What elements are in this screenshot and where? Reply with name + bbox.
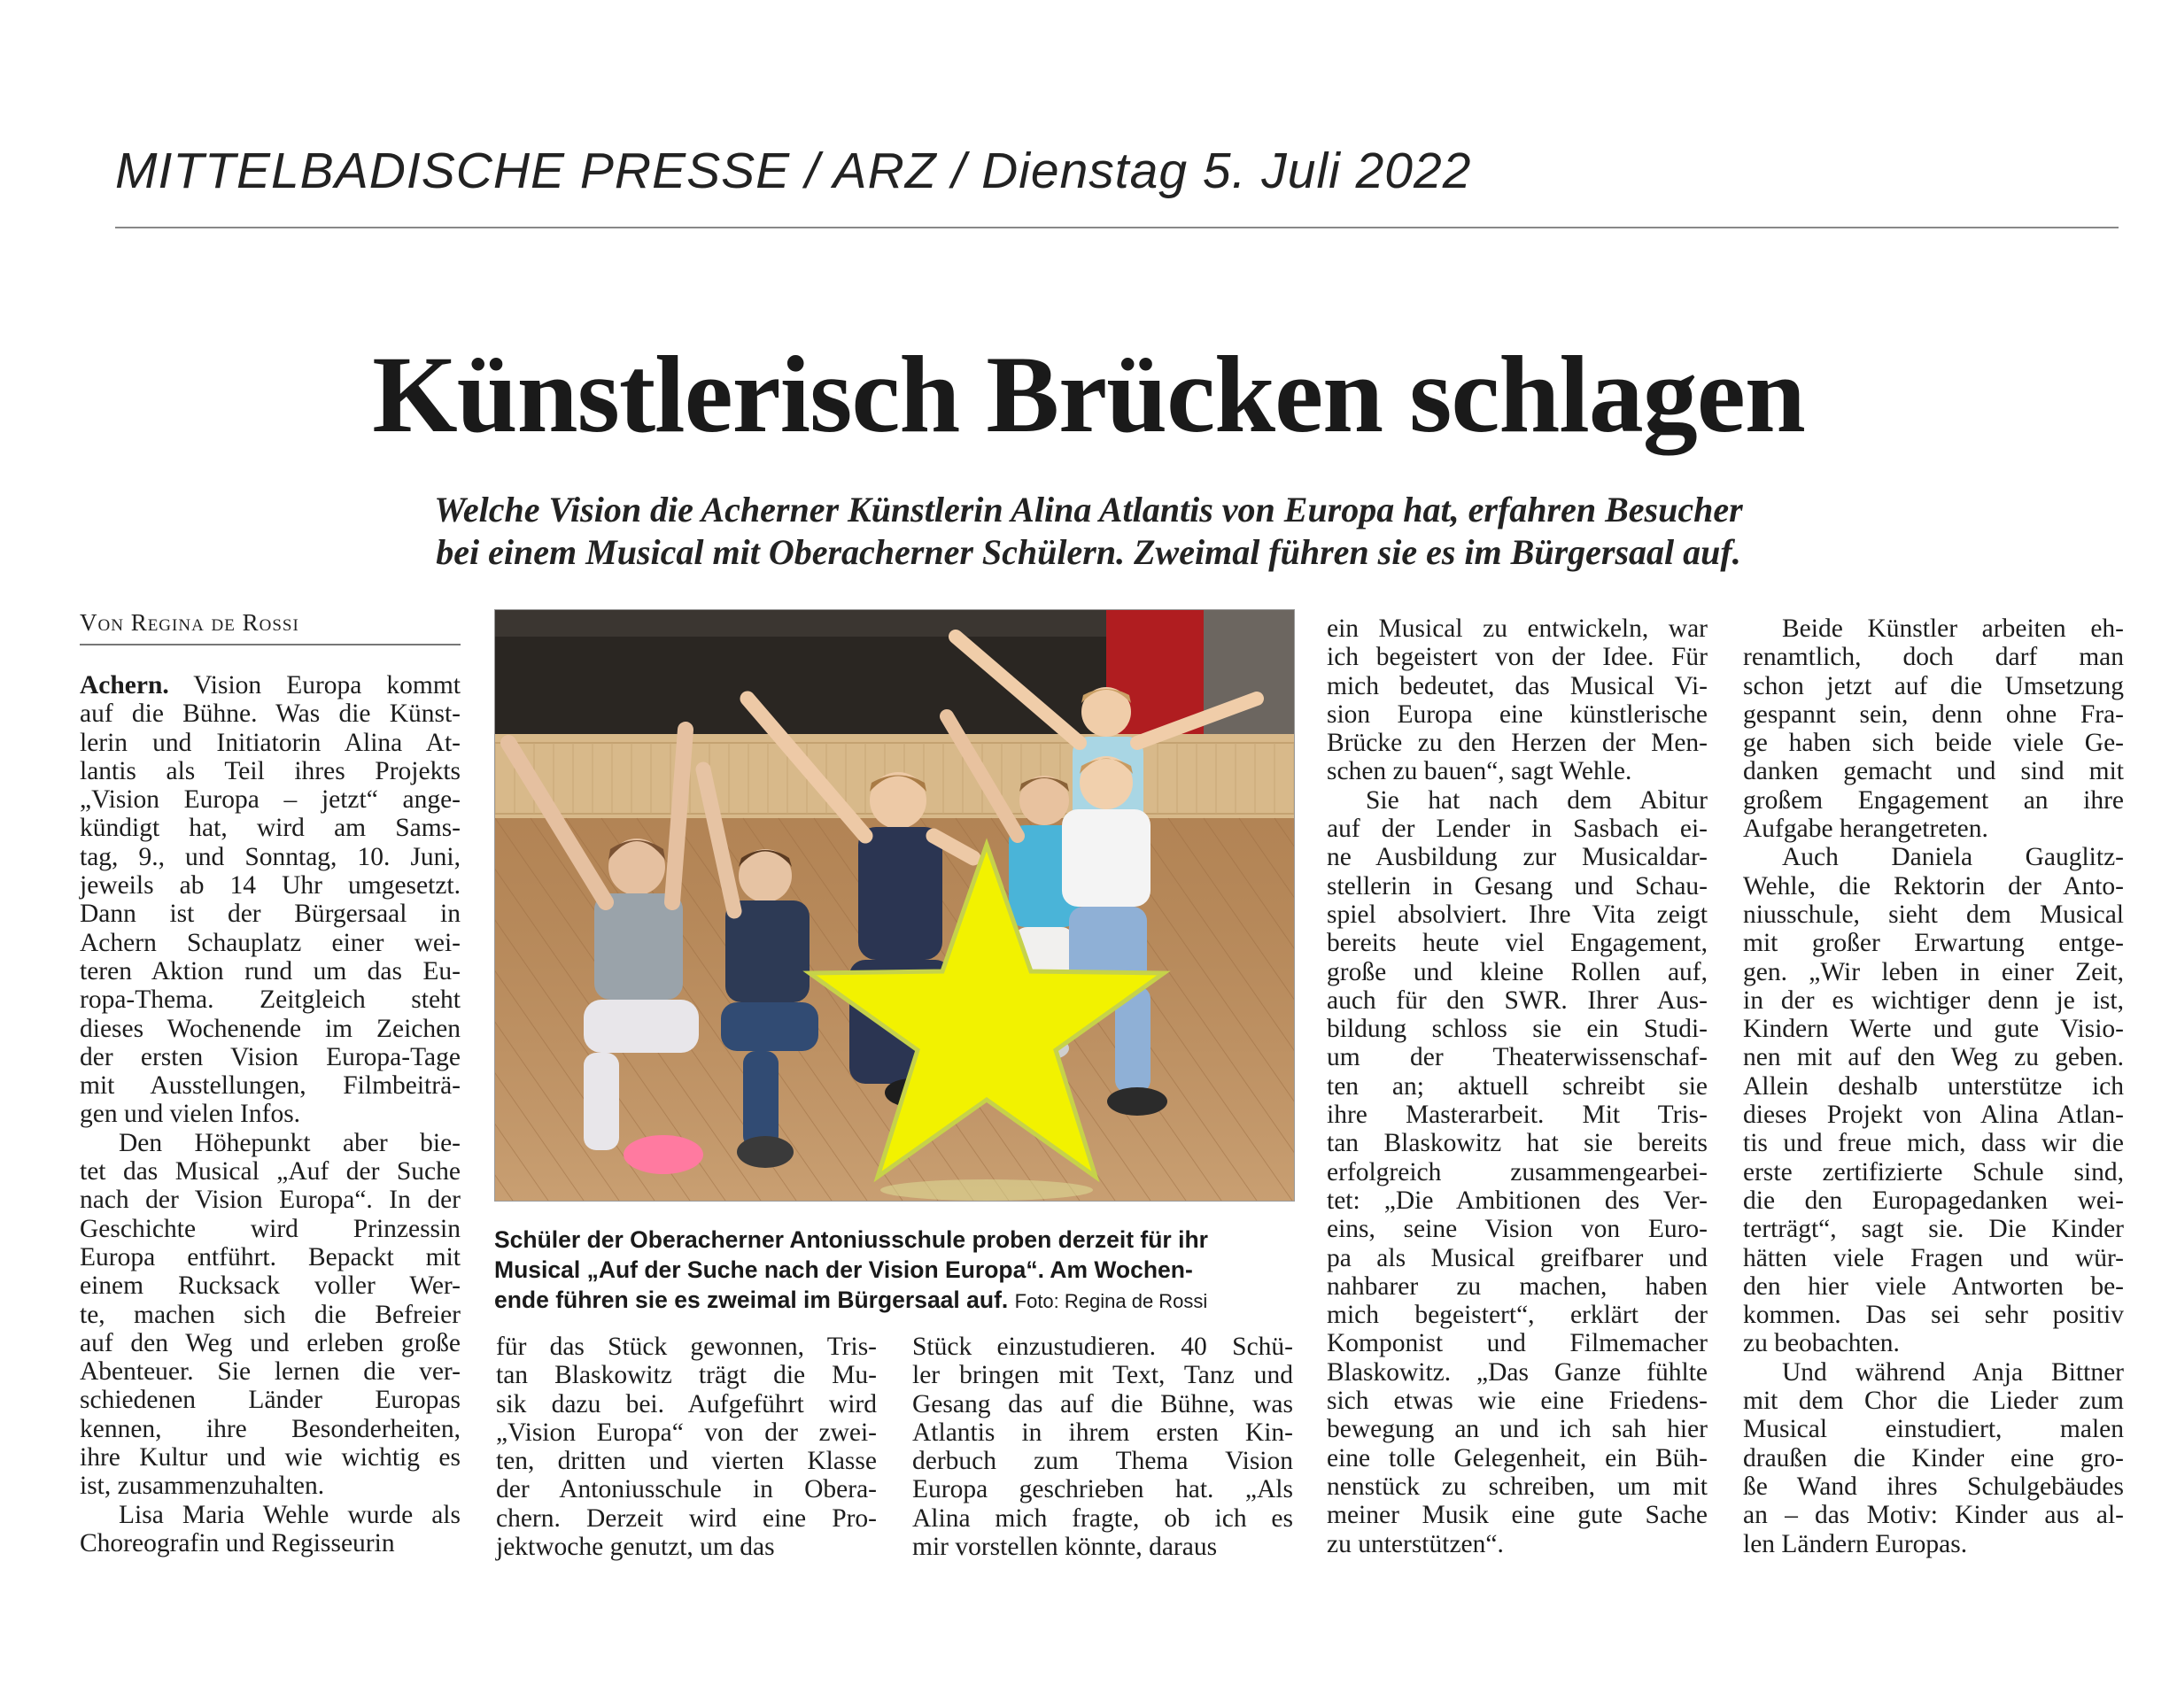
text-line: lantis als Teil ihres Projekts	[80, 756, 461, 785]
text-line: Den Höhepunkt aber bie-	[119, 1128, 461, 1157]
text-line: Wehle, die Rektorin der Anto-	[1743, 871, 2124, 900]
byline-rule	[80, 644, 461, 645]
text-line: lerin und Initiatorin Alina At-	[80, 728, 461, 757]
text-line: zu unterstützen“.	[1327, 1529, 1504, 1558]
text-line: mit dem Chor die Lieder zum	[1743, 1387, 2124, 1416]
text-line: ich begeistert von der Idee. Für	[1327, 643, 1708, 672]
text-line: tag, 9., und Sonntag, 10. Juni,	[80, 842, 461, 871]
text-line: jeweils ab 14 Uhr umgesetzt.	[80, 871, 461, 900]
text-line: nenstück zu schreiben, um mit	[1327, 1472, 1708, 1501]
text-line: len Ländern Europas.	[1743, 1529, 1968, 1558]
text-line: niusschule, sieht dem Musical	[1743, 900, 2124, 929]
text-line: Blaskowitz. „Das Ganze fühlte	[1327, 1357, 1708, 1387]
text-line: für das Stück gewonnen, Tris-	[496, 1333, 877, 1361]
text-line: Geschichte wird Prinzessin	[80, 1214, 461, 1243]
text-line: Beide Künstler arbeiten eh-	[1782, 614, 2124, 643]
text-line: Musical einstudiert, malen	[1743, 1415, 2124, 1444]
text-line: zu beobachten.	[1743, 1329, 1900, 1358]
caption-line-3	[494, 1285, 1295, 1317]
text-line: tet: „Die Ambitionen des Ver-	[1327, 1186, 1708, 1215]
text-line: te, machen sich die Befreier	[80, 1300, 461, 1329]
text-line: in der es wichtiger denn je ist,	[1743, 985, 2124, 1015]
text-line: hätten viele Fragen und wür-	[1743, 1243, 2124, 1272]
text-line: der ersten Vision Europa-Tage	[80, 1042, 461, 1071]
text-line: „Vision Europa – jetzt“ ange-	[80, 785, 461, 815]
text-line: erste zertifizierte Schule sind,	[1743, 1157, 2124, 1186]
text-line: tan Blaskowitz trägt die Mu-	[496, 1361, 877, 1390]
masthead-rule	[115, 227, 2119, 228]
text-line: Und während Anja Bittner	[1782, 1357, 2124, 1387]
text-line: auf der Lender in Sasbach ei-	[1327, 815, 1708, 844]
photo-caption	[494, 1225, 1295, 1317]
text-line: sich etwas wie eine Friedens-	[1327, 1387, 1708, 1416]
dateline: Achern.	[80, 671, 169, 699]
text-line: tan Blaskowitz hat sie bereits	[1327, 1129, 1708, 1158]
text-line: eins, seine Vision von Euro-	[1327, 1215, 1708, 1244]
text-line: den hier viele Antworten be-	[1743, 1271, 2124, 1301]
text-line: mich begeistert“, erklärt der	[1327, 1301, 1708, 1330]
text-line: chern. Derzeit wird eine Pro-	[496, 1503, 877, 1533]
text-line: ler bringen mit Text, Tanz und	[912, 1361, 1293, 1390]
text-line: ropa-Thema. Zeitgleich steht	[80, 985, 461, 1015]
text-line: bereits heute viel Engagement,	[1327, 929, 1708, 958]
text-line: Dann ist der Bürgersaal in	[80, 900, 461, 929]
text-line: kommen. Das sei sehr positiv	[1743, 1301, 2124, 1330]
caption-line-2: Musical „Auf der Suche nach der Vision Europa“. Am Wochen-	[494, 1256, 1193, 1283]
text-line: ten an; aktuell schreibt sie	[1327, 1071, 1708, 1101]
byline: Von Regina de Rossi	[80, 609, 299, 636]
text-line: danken gemacht und sind mit	[1743, 757, 2124, 786]
text-line: auf die Bühne. Was die Künst-	[80, 699, 461, 729]
text-line: gen. „Wir leben in einer Zeit,	[1743, 957, 2124, 986]
text-line: Alina mich fragte, ob ich es	[912, 1503, 1293, 1533]
text-line: eine tolle Gelegenheit, ein Büh-	[1327, 1443, 1708, 1472]
text-line: ihre Kultur und wie wichtig es	[80, 1443, 461, 1472]
text-line: dieses Wochenende im Zeichen	[80, 1014, 461, 1043]
text-line-rest: Vision Europa kommt	[168, 671, 461, 699]
masthead: MITTELBADISCHE PRESSE / ARZ / Dienstag 5. Juli 2022	[115, 143, 1472, 199]
text-line: nach der Vision Europa“. In der	[80, 1186, 461, 1215]
text-line: ße Wand ihres Schulgebäudes	[1743, 1472, 2124, 1501]
text-line: erfolgreich zusammengearbei-	[1327, 1157, 1708, 1186]
text-line: an – das Motiv: Kinder aus al-	[1743, 1501, 2124, 1530]
text-line: Europa geschrieben hat. „Als	[912, 1475, 1293, 1504]
text-line: mich bedeutet, das Musical Vi-	[1327, 671, 1708, 700]
text-line: mit Ausstellungen, Filmbeiträ-	[80, 1071, 461, 1101]
headline: Künstlerisch Brücken schlagen	[372, 334, 1805, 455]
text-line: ein Musical zu entwickeln, war	[1327, 614, 1708, 643]
text-line: große und kleine Rollen auf,	[1327, 957, 1708, 986]
text-line: ist, zusammenzuhalten.	[80, 1472, 325, 1501]
text-line: schon jetzt auf die Umsetzung	[1743, 671, 2124, 700]
text-line: stellerin in Gesang und Schau-	[1327, 871, 1708, 900]
column-1	[80, 671, 461, 1557]
text-line	[80, 671, 461, 699]
text-line: tet das Musical „Auf der Suche	[80, 1157, 461, 1186]
text-line: bildung schloss sie ein Studi-	[1327, 1015, 1708, 1044]
caption-line-1: Schüler der Oberacherner Antoniusschule proben derzeit für ihr	[494, 1226, 1208, 1253]
text-line: tis und freue mich, dass wir die	[1743, 1129, 2124, 1158]
text-line: mir vorstellen könnte, daraus	[912, 1533, 1218, 1562]
text-line: um der Theaterwissenschaf-	[1327, 1043, 1708, 1072]
text-line: sion Europa eine künstlerische	[1327, 699, 1708, 729]
text-line: gen und vielen Infos.	[80, 1100, 301, 1129]
text-line: Sie hat nach dem Abitur	[1366, 785, 1708, 815]
text-line: ne Ausbildung zur Musicaldar-	[1327, 843, 1708, 872]
text-line: derbuch zum Thema Vision	[912, 1447, 1293, 1476]
text-line: Achern Schauplatz einer wei-	[80, 928, 461, 957]
text-line: Brücke zu den Herzen der Men-	[1327, 729, 1708, 758]
text-line: sik dazu bei. Aufgeführt wird	[496, 1389, 877, 1418]
column-5	[1743, 614, 2124, 1558]
text-line: auf den Weg und erleben große	[80, 1328, 461, 1357]
article-photo	[494, 609, 1295, 1202]
text-line: schen zu bauen“, sagt Wehle.	[1327, 757, 1632, 786]
text-line: Stück einzustudieren. 40 Schü-	[912, 1333, 1293, 1361]
text-line: großem Engagement an ihre	[1743, 785, 2124, 815]
text-line: Lisa Maria Wehle wurde als	[119, 1500, 461, 1529]
text-line: kennen, ihre Besonderheiten,	[80, 1414, 461, 1443]
subheadline-line-1: Welche Vision die Acherner Künstlerin Alina Atlantis von Europa hat, erfahren Besucher	[434, 490, 1743, 529]
text-line: schiedenen Länder Europas	[80, 1386, 461, 1415]
text-line: pa als Musical greifbarer und	[1327, 1243, 1708, 1272]
text-line: Aufgabe herangetreten.	[1743, 815, 1988, 844]
text-line: mit großer Erwartung entge-	[1743, 929, 2124, 958]
caption-line-3-text: ende führen sie es zweimal im Bürgersaal auf.	[494, 1287, 1009, 1313]
text-line: teren Aktion rund um das Eu-	[80, 956, 461, 985]
text-line: „Vision Europa“ von der zwei-	[496, 1418, 877, 1447]
text-line: Auch Daniela Gauglitz-	[1782, 843, 2124, 872]
text-line: draußen die Kinder eine gro-	[1743, 1443, 2124, 1472]
text-line: ihre Masterarbeit. Mit Tris-	[1327, 1101, 1708, 1130]
text-line: Europa entführt. Bepackt mit	[80, 1242, 461, 1271]
photo-illustration	[495, 610, 1294, 1201]
text-line: der Antoniusschule in Obera-	[496, 1475, 877, 1504]
text-line: Kindern Werte und gute Visio-	[1743, 1015, 2124, 1044]
text-line: spiel absolviert. Ihre Vita zeigt	[1327, 900, 1708, 929]
photo-credit: Foto: Regina de Rossi	[1014, 1290, 1208, 1312]
text-line: auch für den SWR. Ihrer Aus-	[1327, 985, 1708, 1015]
text-line: Abenteuer. Sie lernen die ver-	[80, 1357, 461, 1387]
text-line: bewegung an und ich sah hier	[1327, 1415, 1708, 1444]
text-line: dieses Projekt von Alina Atlan-	[1743, 1101, 2124, 1130]
column-2	[496, 1333, 877, 1561]
text-line: kündigt hat, wird am Sams-	[80, 814, 461, 843]
text-line: Atlantis in ihrem ersten Kin-	[912, 1418, 1293, 1447]
text-line: terträgt“, sagt sie. Die Kinder	[1743, 1215, 2124, 1244]
text-line: einem Rucksack voller Wer-	[80, 1271, 461, 1301]
subheadline-line-2: bei einem Musical mit Oberacherner Schülern. Zweimal führen sie es im Bürgersaal auf.	[436, 532, 1741, 572]
text-line: Gesang das auf die Bühne, was	[912, 1389, 1293, 1418]
text-line: Komponist und Filmemacher	[1327, 1329, 1708, 1358]
text-line: ten, dritten und vierten Klasse	[496, 1447, 877, 1476]
text-line: nen mit auf den Weg zu geben.	[1743, 1043, 2124, 1072]
text-line: die den Europagedanken wei-	[1743, 1186, 2124, 1215]
text-line: gespannt sein, denn ohne Fra-	[1743, 699, 2124, 729]
text-line: jektwoche genutzt, um das	[496, 1533, 775, 1562]
column-3	[912, 1333, 1293, 1561]
text-line: renamtlich, doch darf man	[1743, 643, 2124, 672]
text-line: nahbarer zu machen, haben	[1327, 1271, 1708, 1301]
text-line: ge haben sich beide viele Ge-	[1743, 729, 2124, 758]
text-line: meiner Musik eine gute Sache	[1327, 1501, 1708, 1530]
column-4	[1327, 614, 1708, 1558]
text-line: Allein deshalb unterstütze ich	[1743, 1071, 2124, 1101]
text-line: Choreografin und Regisseurin	[80, 1528, 395, 1557]
